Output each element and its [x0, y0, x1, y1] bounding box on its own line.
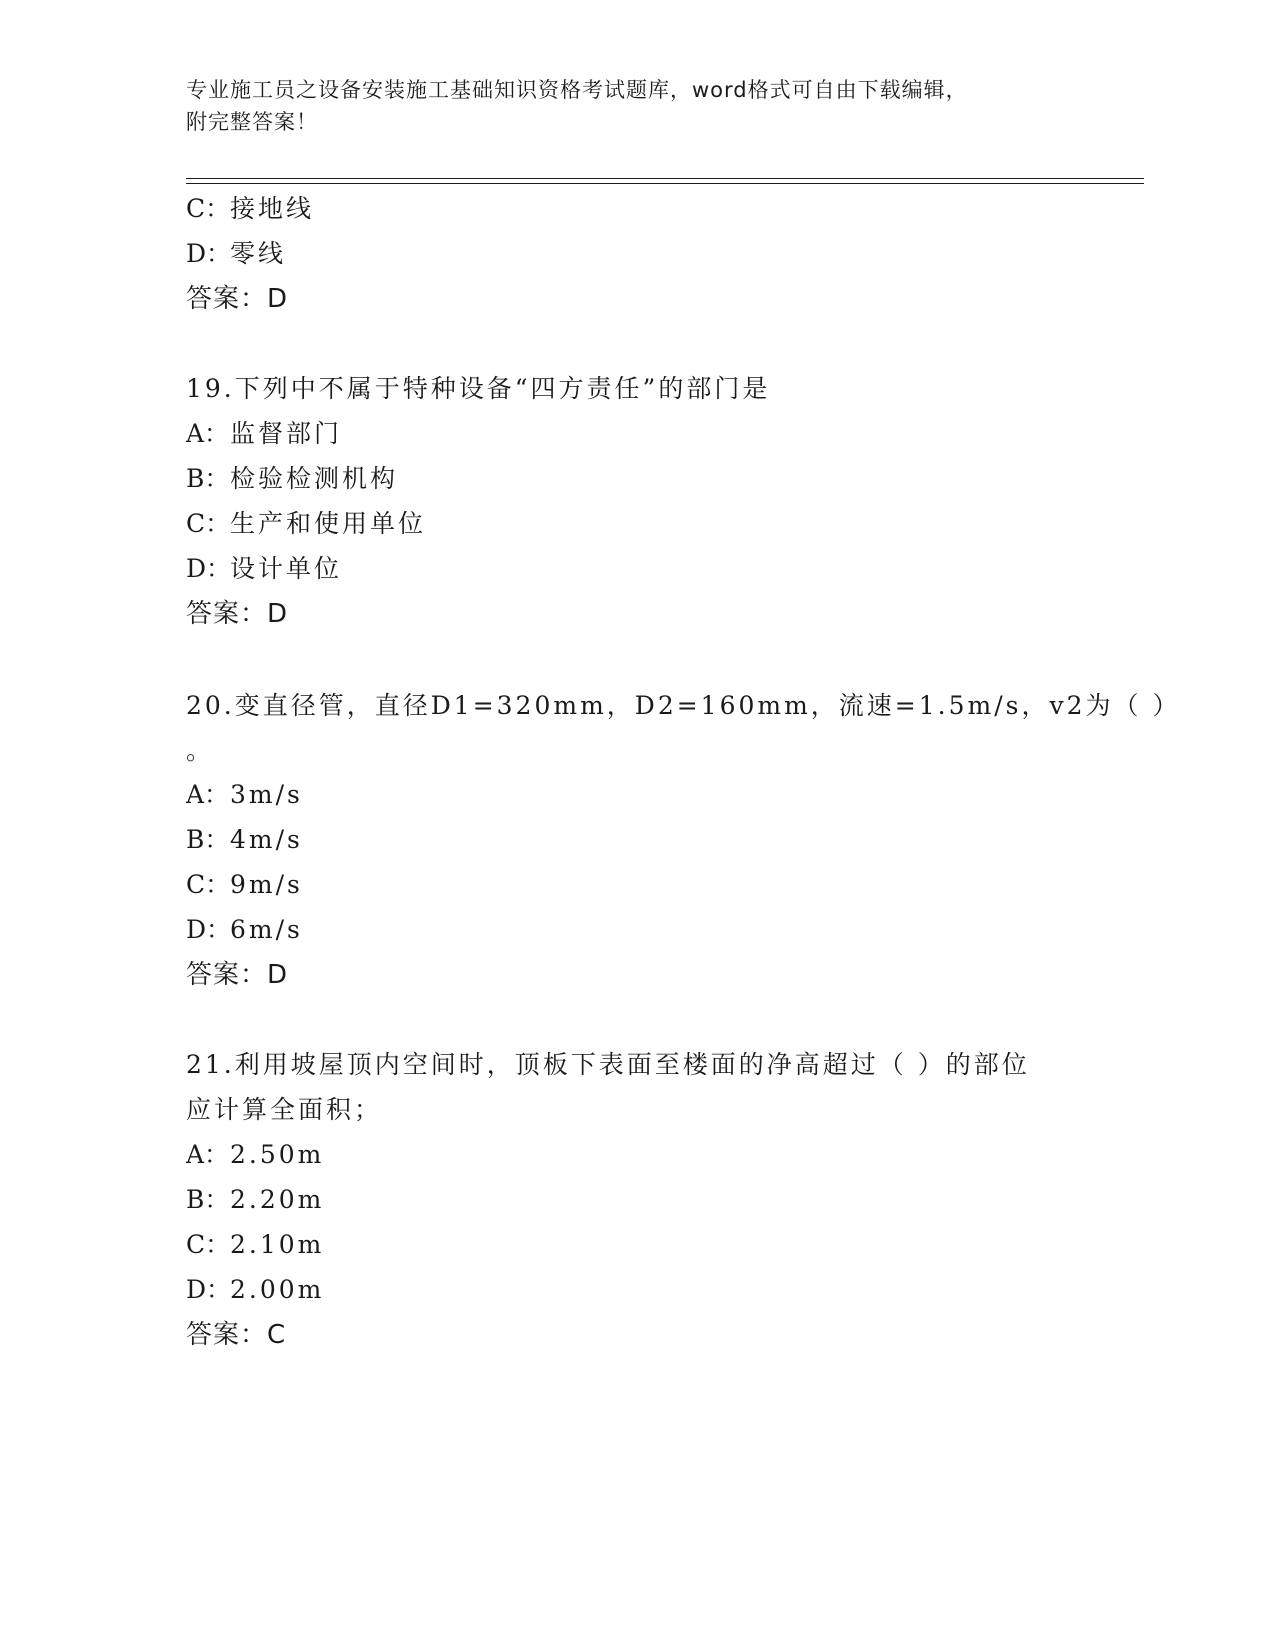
- option-letter: C：: [186, 1230, 231, 1259]
- option-letter: A：: [186, 780, 230, 809]
- option-text: 2.00m: [230, 1275, 325, 1304]
- option-b: [186, 462, 398, 496]
- option-c: [186, 507, 426, 541]
- document-header: [186, 74, 1066, 138]
- option-letter: D：: [186, 1275, 232, 1304]
- option-letter: A：: [186, 419, 230, 448]
- option-letter: C：: [186, 870, 231, 899]
- option-text: 4m/s: [230, 825, 303, 854]
- option-d: [186, 913, 303, 947]
- option-text: 接地线: [230, 194, 315, 223]
- header-line-1: 专业施工员之设备安装施工基础知识资格考试题库，word格式可自由下载编辑，: [186, 78, 968, 102]
- answer-line: 答案：D: [186, 960, 289, 990]
- option-text: 9m/s: [230, 870, 303, 899]
- header-line-2: 附完整答案！: [186, 110, 318, 134]
- option-text: 2.20m: [230, 1185, 325, 1214]
- option-letter: B：: [186, 464, 230, 493]
- option-letter: D：: [186, 239, 232, 268]
- option-text: 零线: [230, 239, 287, 268]
- option-letter: B：: [186, 825, 230, 854]
- option-d: [186, 1273, 324, 1307]
- option-a: [186, 417, 342, 451]
- option-d: [186, 552, 342, 586]
- option-letter: A：: [186, 1140, 230, 1169]
- option-letter: C：: [186, 194, 231, 223]
- option-text: 生产和使用单位: [230, 509, 427, 538]
- option-text: 6m/s: [230, 915, 303, 944]
- option-b: [186, 1183, 324, 1217]
- question-stem-continuation: 应计算全面积；: [186, 1095, 383, 1124]
- question-stem: 21.利用坡屋顶内空间时，顶板下表面至楼面的净高超过（ ）的部位: [186, 1050, 1030, 1079]
- option-letter: C：: [186, 509, 231, 538]
- question-stem: 20.变直径管，直径D1=320mm，D2=160mm，流速=1.5m/s，v2为（ ）: [186, 691, 1181, 720]
- answer-line: 答案：D: [186, 284, 289, 314]
- answer-line: 答案：D: [186, 599, 289, 629]
- option-text: 3m/s: [230, 780, 303, 809]
- option-letter: B：: [186, 1185, 230, 1214]
- option-a: [186, 1138, 324, 1172]
- option-text: 检验检测机构: [230, 464, 399, 493]
- question-stem: 19.下列中不属于特种设备“四方责任”的部门是: [186, 374, 771, 403]
- option-b: [186, 823, 303, 857]
- question-stem-continuation: 。: [186, 736, 215, 765]
- option-text: 监督部门: [230, 419, 343, 448]
- option-text: 2.10m: [230, 1230, 325, 1259]
- option-c: [186, 1228, 324, 1262]
- option-letter: D：: [186, 554, 232, 583]
- option-letter: D：: [186, 915, 232, 944]
- answer-line: 答案：C: [186, 1320, 287, 1350]
- header-divider-top: [186, 178, 1144, 179]
- option-text: 设计单位: [230, 554, 343, 583]
- option-c: [186, 868, 303, 902]
- option-a: [186, 778, 303, 812]
- header-divider-bottom: [186, 183, 1144, 184]
- option-c: [186, 192, 314, 226]
- option-d: [186, 237, 286, 271]
- option-text: 2.50m: [230, 1140, 325, 1169]
